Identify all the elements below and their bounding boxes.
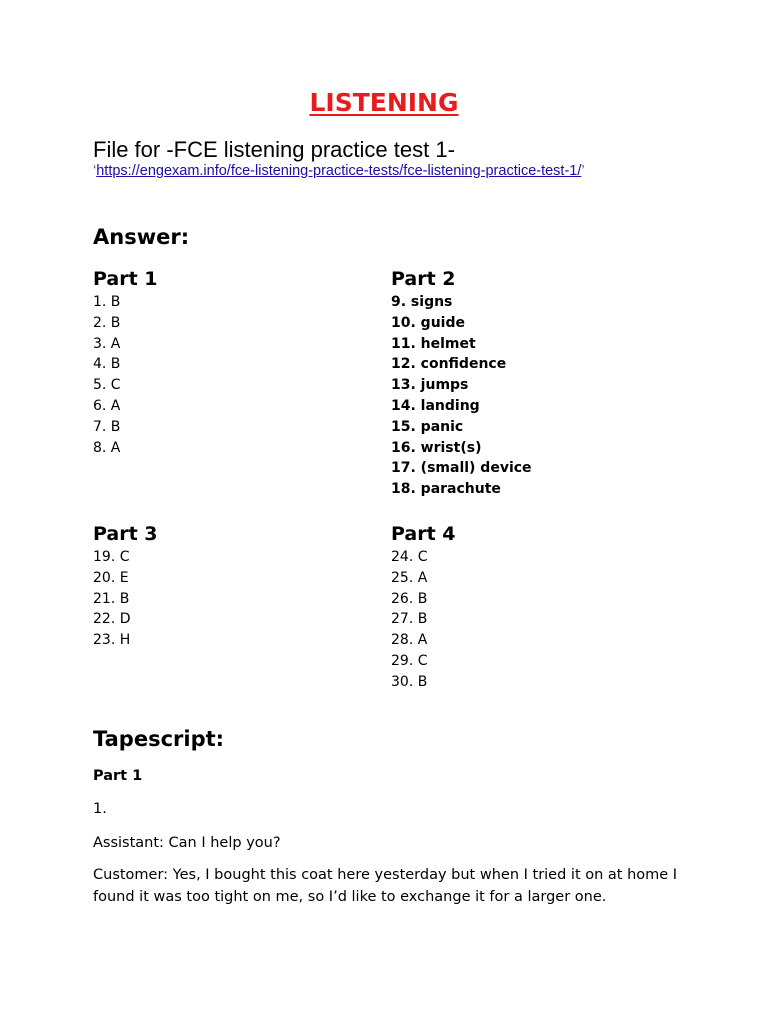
- answer-item: 17. (small) device: [391, 460, 532, 477]
- page-title: LISTENING: [309, 88, 459, 117]
- tapescript-line: Assistant: Can I help you?: [93, 835, 281, 851]
- tapescript-line: Customer: Yes, I bought this coat here yesterday but when I tried it on at home I found it was too tight on me, so I’d like to exchange it for a larger one.: [93, 867, 678, 905]
- answer-list: [93, 292, 393, 458]
- answer-item: 11. helmet: [391, 335, 476, 352]
- answer-item: 22. D: [93, 611, 131, 628]
- file-description: File for -FCE listening practice test 1-: [93, 137, 455, 162]
- answer-item: 24. C: [391, 549, 428, 565]
- answer-item: 14. landing: [391, 397, 480, 414]
- answer-part-3: [93, 521, 393, 651]
- tapescript-item-number: 1.: [93, 801, 107, 817]
- answer-part-4: [391, 521, 691, 693]
- answer-item: 30. B: [391, 673, 428, 690]
- answer-list: [391, 292, 691, 500]
- source-url-link[interactable]: https://engexam.info/fce-listening-practice-tests/fce-listening-practice-test-1/: [96, 163, 582, 179]
- answer-item: 23. H: [93, 632, 131, 649]
- answer-item: 20. E: [93, 569, 129, 586]
- answer-item: 5. C: [93, 377, 121, 394]
- answer-list: [93, 547, 393, 651]
- answer-item: 19. C: [93, 549, 130, 565]
- part-heading: Part 4: [391, 523, 456, 545]
- answer-item: 26. B: [391, 590, 428, 607]
- answer-part-1: [93, 266, 393, 458]
- answer-item: 28. A: [391, 632, 428, 649]
- answer-item: 13. jumps: [391, 377, 469, 394]
- answer-item: 25. A: [391, 569, 428, 586]
- answer-item: 6. A: [93, 397, 121, 414]
- answer-item: 9. signs: [391, 294, 453, 310]
- answer-item: 15. panic: [391, 418, 464, 435]
- answer-item: 21. B: [93, 590, 130, 607]
- url-close-quote: ’: [581, 163, 585, 179]
- part-heading: Part 2: [391, 268, 456, 290]
- answer-item: 2. B: [93, 314, 121, 331]
- answer-item: 27. B: [391, 611, 428, 628]
- answer-item: 18. parachute: [391, 481, 501, 498]
- answer-item: 4. B: [93, 356, 121, 373]
- answer-item: 12. confidence: [391, 356, 507, 373]
- answer-item: 3. A: [93, 335, 121, 352]
- answer-list: [391, 547, 691, 693]
- answer-heading: Answer:: [93, 225, 190, 249]
- source-url-line: [93, 163, 585, 179]
- answer-item: 7. B: [93, 418, 121, 435]
- part-heading: Part 3: [93, 523, 158, 545]
- tapescript-heading: Tapescript:: [93, 727, 225, 751]
- answer-item: 29. C: [391, 652, 428, 669]
- answer-item: 1. B: [93, 294, 121, 310]
- url-open-quote: ‘: [93, 163, 97, 179]
- answer-part-2: [391, 266, 691, 500]
- answer-item: 10. guide: [391, 314, 465, 331]
- tapescript-part-label: Part 1: [93, 768, 143, 784]
- answer-item: 8. A: [93, 439, 121, 456]
- part-heading: Part 1: [93, 268, 158, 290]
- answer-item: 16. wrist(s): [391, 439, 482, 456]
